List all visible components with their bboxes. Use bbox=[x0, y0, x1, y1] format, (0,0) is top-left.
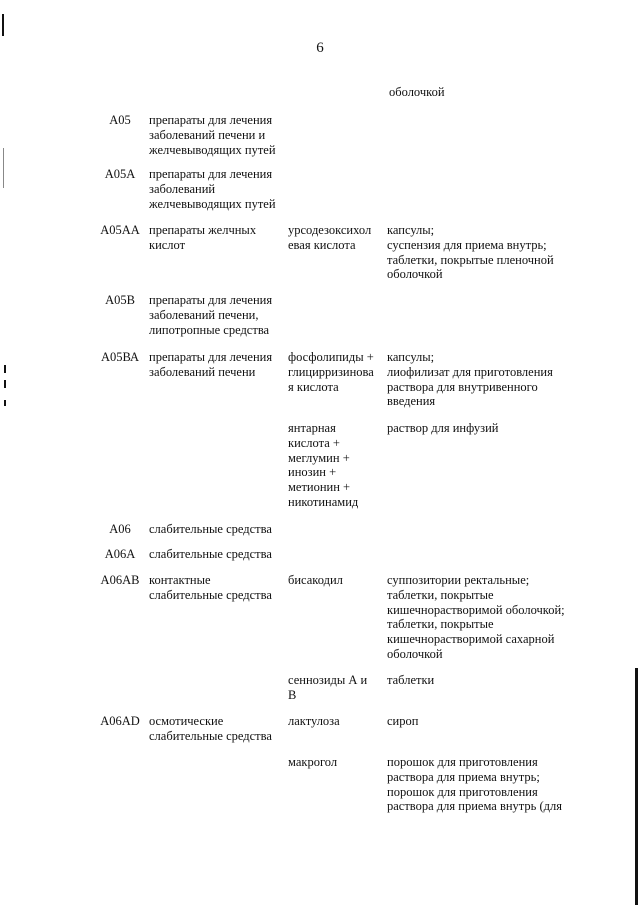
dosage-form: сироп bbox=[387, 714, 419, 728]
drug-name: бисакодил bbox=[288, 573, 343, 587]
scan-edge-mark bbox=[635, 668, 638, 905]
scan-edge-mark bbox=[4, 400, 6, 406]
dosage-form: таблетки bbox=[387, 673, 435, 687]
dosage-form: капсулы; суспензия для приема внутрь; таблетки, покрытые пленочной оболочкой bbox=[387, 223, 554, 282]
drug-name: фосфолипиды + глицирризинова я кислота bbox=[288, 350, 374, 394]
atc-code: А05В bbox=[105, 293, 135, 307]
scan-edge-mark bbox=[4, 365, 6, 373]
drug-name: сеннозиды А и В bbox=[288, 673, 368, 702]
scan-edge-mark bbox=[2, 14, 4, 36]
dosage-form: капсулы; лиофилизат для приготовления раствора для внутривенного введения bbox=[387, 350, 553, 409]
atc-code: А06AD bbox=[100, 714, 140, 728]
atc-code: А06 bbox=[109, 522, 131, 536]
anatomical-group: осмотические слабительные средства bbox=[149, 714, 272, 743]
anatomical-group: препараты для лечения заболеваний печени bbox=[149, 350, 273, 379]
atc-code: А05ВА bbox=[100, 350, 140, 364]
atc-code: А05АА bbox=[100, 223, 140, 237]
atc-code: А05А bbox=[104, 167, 136, 181]
dosage-form: суппозитории ректальные; таблетки, покрытые кишечнорастворимой оболочкой; таблетки, покрытые кишечнорастворимой сахарной оболочкой bbox=[387, 573, 565, 661]
dosage-form: порошок для приготовления раствора для приема внутрь; порошок для приготовления раствора для приема внутрь (для bbox=[387, 755, 562, 814]
drug-name: макрогол bbox=[288, 755, 338, 769]
dosage-form: раствор для инфузий bbox=[387, 421, 499, 435]
scan-edge-mark bbox=[4, 380, 6, 388]
page-number: 6 bbox=[316, 40, 324, 56]
atc-code: А06А bbox=[104, 547, 136, 561]
anatomical-group: слабительные средства bbox=[149, 547, 272, 561]
scan-edge-mark bbox=[3, 148, 4, 188]
anatomical-group: слабительные средства bbox=[149, 522, 272, 536]
continued-dosage-form: оболочкой bbox=[389, 85, 445, 99]
drug-name: лактулоза bbox=[288, 714, 340, 728]
drug-name: урсодезоксихол евая кислота bbox=[288, 223, 372, 252]
drug-name: янтарная кислота + меглумин + инозин + метионин + никотинамид bbox=[288, 421, 359, 509]
anatomical-group: препараты для лечения заболеваний желчевыводящих путей bbox=[149, 167, 276, 211]
anatomical-group: контактные слабительные средства bbox=[149, 573, 272, 602]
anatomical-group: препараты желчных кислот bbox=[149, 223, 257, 252]
anatomical-group: препараты для лечения заболеваний печени, липотропные средства bbox=[149, 293, 273, 337]
atc-code: А05 bbox=[109, 113, 131, 127]
atc-code: А06АВ bbox=[100, 573, 140, 587]
anatomical-group: препараты для лечения заболеваний печени и желчевыводящих путей bbox=[149, 113, 276, 157]
